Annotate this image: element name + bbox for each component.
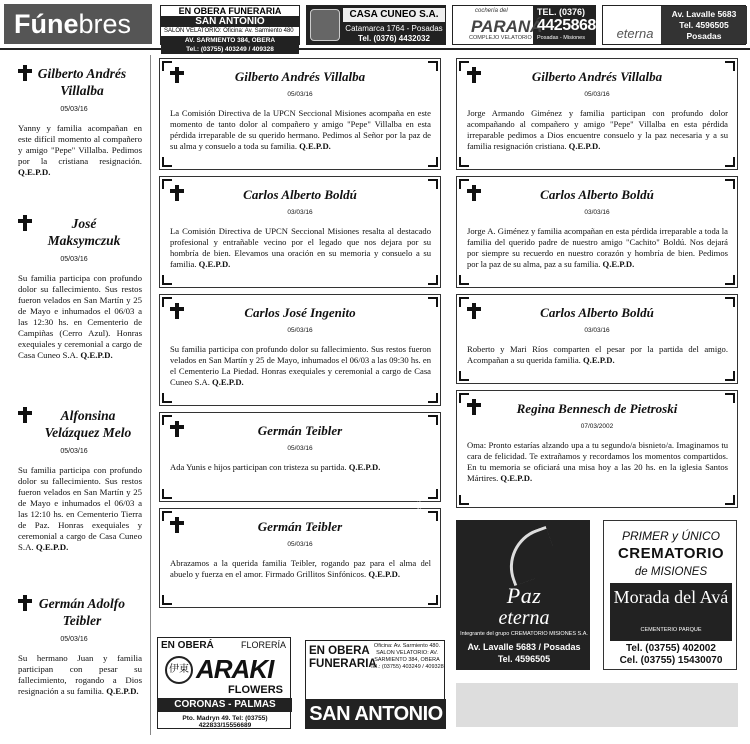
obituary-card: Carlos José Ingenito 05/03/16 Su familia participa con profundo dolor su fallecimiento. Sus restos fueron velados en San Martín y 25 de Mayo, inhumados el 06/03 a las 09:30 hs. en el Cementerio La Piedad. Honras exequiales y ceremonial a cargo de Casa Cuneo S.A. Q.E.P.D.: [159, 294, 441, 406]
header-ad-san-antonio[interactable]: EN OBERA FUNERARIA SAN ANTONIO SALON VELATORIO: Oficina: Av. Sarmiento 480 AV. SARMIENTO 384, OBERA Tel.: (03755) 403249 / 409328: [160, 5, 300, 45]
cross-icon: [170, 185, 184, 201]
header-ad-parana[interactable]: cochería del PARANÁ COMPLEJO VELATORIO TEL. (0376) 4425868 Posadas - Misiones: [452, 5, 596, 45]
cross-icon: [18, 407, 32, 423]
araki-logo-icon: 伊東: [165, 656, 193, 684]
cross-icon: [18, 595, 32, 611]
left-notice: Germán Adolfo Teibler 05/03/16 Su hermano Juan y familia participan con pesar su fallecimiento, rogando a Dios resignación a su familia. Q.E.P.D.: [18, 596, 142, 696]
dove-icon: [499, 526, 562, 586]
cross-icon: [170, 303, 184, 319]
obituary-card: Germán Teibler 05/03/16 Ada Yunis e hijos participan con tristeza su partida. Q.E.P.D.: [159, 412, 441, 502]
ad-funeraria-san-antonio[interactable]: EN OBERA FUNERARIA Oficina: Av. Sarmiento 480. SALON VELATORIO: AV. SARMIENTO 384, OBERA Tel.: (03755) 403249 / 409328 SAN ANTONIO: [305, 640, 445, 729]
ad-crematorio-misiones[interactable]: PRIMER y ÚNICO CREMATORIO de MISIONES Morada del Avá CEMENTERIO PARQUE Tel. (03755) 402002 Cel. (03755) 15430070: [603, 520, 737, 670]
obituary-card: Carlos Alberto Boldú 03/03/16 La Comisión Directiva de UPCN Seccional Misiones resalta al destacado profesional y entrañable vecino por el legado que nos dejara por su hombría de bien. Elevamos una oración en su memoria y consuelo a su familia. Q.E.P.D.: [159, 176, 441, 288]
left-notice: José Maksymczuk 05/03/16 Su familia participa con profundo dolor su fallecimiento. Sus restos fueron velados en San Martín y 25 de Mayo e inhumados el 06/03 a las 12:30 hs. en Cementerio de Campiñas (Cerro Azul). Honras exequiales y ceremonial a cargo de Casa Cuneo S.A. Q.E.P.D.: [18, 216, 142, 360]
cross-icon: [467, 67, 481, 83]
cross-icon: [18, 65, 32, 81]
obituary-card: Carlos Alberto Boldú 03/03/16 Roberto y Mari Ríos comparten el pesar por la partida del amigo. Acompañan a su querida familia. Q.E.P.D.: [456, 294, 738, 384]
cross-icon: [467, 303, 481, 319]
column-divider: [150, 55, 151, 735]
left-column: [4, 55, 144, 735]
cross-icon: [467, 399, 481, 415]
eterna-logo-icon: eterna: [616, 26, 654, 41]
header-ad-paz-eterna[interactable]: eterna Av. Lavalle 5683 Tel. 4596505 Posadas: [602, 5, 746, 45]
cross-icon: [18, 215, 32, 231]
obituary-card: Gilberto Andrés Villalba 05/03/16 Jorge Armando Giménez y familia participan con profundo dolor acompañando al compañero y amigo "Pepe" Villalba en esta pérdida irreparable pedimos a Dios encuentre consuelo y la paz necesaria y a su familia resignación cristiana. Q.E.P.D.: [456, 58, 738, 170]
ad-floreria-araki[interactable]: EN OBERÁ FLORERÍA 伊東 ARAKI FLOWERS CORONAS - PALMAS Pto. Madryn 49. Tel: (03755) 422833/15556689: [157, 637, 291, 729]
blank-ad-space: [456, 683, 738, 727]
header-ad-casa-cuneo[interactable]: CASA CUNEO S.A. Catamarca 1764 - Posadas Tel. (0376) 4432032: [306, 5, 446, 45]
obituary-card: Regina Bennesch de Pietroski 07/03/2002 Oma: Pronto estarías alzando upa a tu segundo/a bisnieto/a. Imaginamos tu cara de felicidad. Te extrañamos y recordamos los momentos compartidos. En tu memoria se oficiará una misa hoy a las 20 hs. en la iglesia Santos Mártires. Q.E.P.D.: [456, 390, 738, 508]
left-notice: Alfonsina Velázquez Melo 05/03/16 Su familia participa con profundo dolor su fallecimiento. Sus restos fueron velados en San Martín y 25 de Mayo e inhumados el 06/03 a las 12:10 hs. en Cementerio Tierra de Paz. Honras exequiales y ceremonial a cargo de Casa Cuneo S.A. Q.E.P.D.: [18, 408, 142, 552]
obituary-card: Carlos Alberto Boldú 03/03/16 Jorge A. Giménez y familia acompañan en esta pérdida irreparable a toda la familia del querido padre de nuestro amigo "Cachito" Boldú. Nos dejará por siempre su recuerdo en nuestro corazón y hombría de bien. Pedimos por la paz de su alma, paz a su familia. Q.E.P.D.: [456, 176, 738, 288]
funebres-logo: Fúnebres: [4, 4, 152, 44]
cross-icon: [467, 185, 481, 201]
cuneo-seal-icon: [310, 9, 340, 41]
header: [0, 0, 750, 53]
obituary-card: Gilberto Andrés Villalba 05/03/16 La Comisión Directiva de la UPCN Seccional Misiones acompaña en este momento de tanto dolor al compañero y amigo "Pepe" Villalba en esta pérdida irreparable de su querido hermano. Pedimos al Señor por la paz de su alma y consuelo a toda su familia. Q.E.P.D.: [159, 58, 441, 170]
left-notice: Gilberto Andrés Villalba 05/03/16 Yanny y familia acompañan en este difícil momento al compañero y amigo "Pepe" Villalba. Pedimos por la cristiana resignación. Q.E.P.D.: [18, 66, 142, 177]
cross-icon: [170, 517, 184, 533]
ad-paz-eterna[interactable]: EMPRESA DE SERVICIOS FÚNEBRES Paz eterna Integrante del grupo CREMATORIO MISIONES S.A. Av. Lavalle 5683 / Posadas Tel. 4596505: [456, 520, 590, 670]
obituary-card: Germán Teibler 05/03/16 Abrazamos a la querida familia Teibler, rogando paz para el alma del abuelo y fuerza en el amor. Firmado Grillitos Sinfónicos. Q.E.P.D.: [159, 508, 441, 608]
cross-icon: [170, 67, 184, 83]
cross-icon: [170, 421, 184, 437]
